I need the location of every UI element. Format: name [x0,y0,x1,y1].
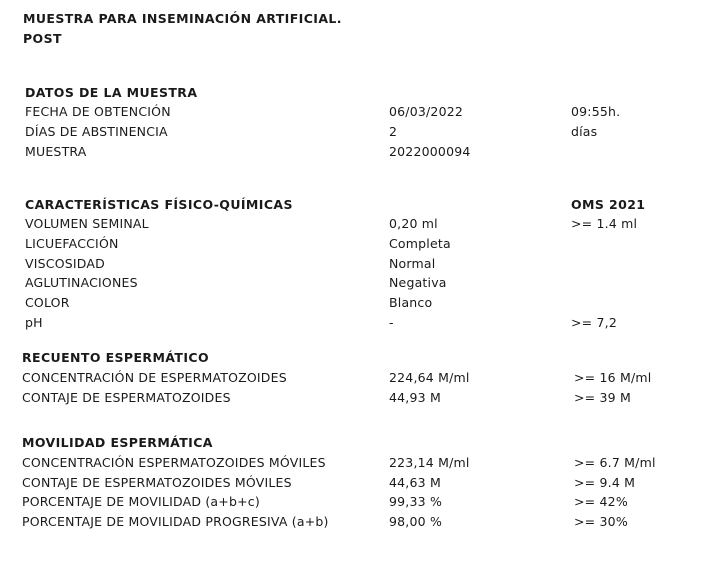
sample-date-value: 06/03/2022 [389,104,464,119]
viscosity-label: VISCOSIDAD [25,256,105,271]
total-count-ref: >= 39 M [574,390,631,405]
concentration-label: CONCENTRACIÓN DE ESPERMATOZOIDES [22,370,287,385]
ph-ref: >= 7,2 [571,315,617,330]
motile-concentration-ref: >= 6.7 M/ml [574,455,656,470]
sample-date-label: FECHA DE OBTENCIÓN [25,104,171,119]
viscosity-value: Normal [389,256,436,271]
motile-count-ref: >= 9.4 M [574,475,636,490]
progressive-motility-label: PORCENTAJE DE MOVILIDAD PROGRESIVA (a+b) [22,514,329,529]
motile-concentration-value: 223,14 M/ml [389,455,470,470]
total-count-value: 44,93 M [389,390,441,405]
concentration-value: 224,64 M/ml [389,370,470,385]
abstinence-label: DÍAS DE ABSTINENCIA [25,124,168,139]
agglutination-label: AGLUTINACIONES [25,275,138,290]
volume-ref: >= 1.4 ml [571,216,638,231]
sample-heading: DATOS DE LA MUESTRA [25,85,198,100]
color-label: COLOR [25,295,70,310]
sample-id-label: MUESTRA [25,144,87,159]
motile-count-value: 44,63 M [389,475,441,490]
liquefaction-value: Completa [389,236,451,251]
count-heading: RECUENTO ESPERMÁTICO [22,350,209,365]
motility-percent-label: PORCENTAJE DE MOVILIDAD (a+b+c) [22,494,260,509]
motile-count-label: CONTAJE DE ESPERMATOZOIDES MÓVILES [22,475,292,490]
total-count-label: CONTAJE DE ESPERMATOZOIDES [22,390,231,405]
concentration-ref: >= 16 M/ml [574,370,652,385]
color-value: Blanco [389,295,433,310]
reference-heading: OMS 2021 [571,197,646,212]
sample-time-value: 09:55h. [571,104,621,119]
report-subtitle: POST [23,31,62,46]
physchem-heading: CARACTERÍSTICAS FÍSICO-QUÍMICAS [25,197,293,212]
abstinence-unit: días [571,124,598,139]
volume-label: VOLUMEN SEMINAL [25,216,149,231]
ph-label: pH [25,315,43,330]
volume-value: 0,20 ml [389,216,438,231]
motility-heading: MOVILIDAD ESPERMÁTICA [22,435,213,450]
sample-id-value: 2022000094 [389,144,471,159]
abstinence-value: 2 [389,124,398,139]
agglutination-value: Negativa [389,275,447,290]
report-title: MUESTRA PARA INSEMINACIÓN ARTIFICIAL. [23,11,342,26]
motile-concentration-label: CONCENTRACIÓN ESPERMATOZOIDES MÓVILES [22,455,326,470]
liquefaction-label: LICUEFACCIÓN [25,236,119,251]
motility-percent-value: 99,33 % [389,494,443,509]
progressive-motility-value: 98,00 % [389,514,443,529]
motility-percent-ref: >= 42% [574,494,628,509]
progressive-motility-ref: >= 30% [574,514,628,529]
ph-value: - [389,315,394,330]
